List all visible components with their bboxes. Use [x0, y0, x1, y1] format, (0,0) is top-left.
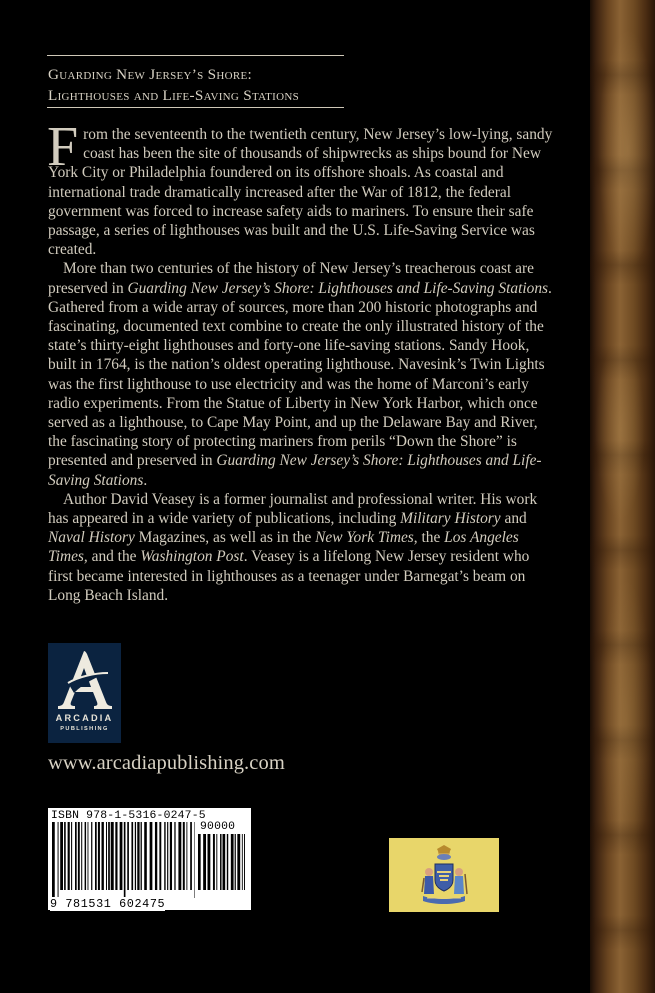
barcode-bar	[190, 822, 192, 890]
text-span: Magazines, as well as in the	[134, 529, 316, 547]
barcode-bar	[155, 822, 157, 890]
barcode-bar	[131, 822, 133, 890]
barcode-bar	[108, 822, 110, 890]
title-line-2: Lighthouses and Life-Saving Stations	[48, 87, 300, 104]
publication-italic: Military History	[400, 510, 501, 528]
barcode-bar	[64, 822, 66, 890]
arcadia-logo	[48, 643, 121, 743]
barcode-bar	[231, 834, 234, 890]
barcode-bar	[203, 834, 206, 890]
publisher-name: ARCADIA	[55, 713, 114, 723]
publication-italic: Los Angeles Times	[48, 529, 519, 566]
barcode-bar	[75, 822, 77, 890]
text-span: , and the	[83, 548, 141, 566]
barcode-bar	[216, 834, 217, 890]
barcode-bar	[81, 822, 82, 890]
barcode-bar	[208, 834, 211, 890]
barcode-bar	[135, 822, 136, 890]
barcode-bar	[170, 822, 172, 890]
barcode-bar	[71, 822, 72, 890]
barcode-bar	[213, 834, 215, 890]
paragraph-intro-text: rom the seventeenth to the twentieth century, New Jersey’s low-lying, sandy coast has been the site of thousands of shipwrecks as ships bound for New York City or Philadelphia foundered on its offshore shoals. As coastal and international trade dramatically increased after the War of 1812, the federal government was forced to increase safety aids to mariners. To ensure their safe passage, a series of lighthouses was built and the U.S. Life-Saving Service was created.	[48, 126, 553, 259]
barcode-bar	[150, 822, 153, 890]
arcadia-a-icon	[54, 647, 115, 711]
barcode-bar	[174, 822, 175, 890]
barcode-bar	[60, 822, 63, 890]
barcode-bar	[227, 834, 228, 890]
barcode-bar	[141, 822, 142, 890]
new-jersey-flag	[389, 838, 499, 912]
barcode-bar	[88, 822, 89, 890]
barcode-bar	[115, 822, 117, 890]
title-rule-top	[47, 55, 344, 56]
title-rule-bottom	[47, 107, 344, 108]
paragraph-author	[48, 490, 553, 605]
barcode-bar	[186, 822, 187, 890]
barcode-addon-bars	[198, 834, 245, 898]
text-span: and	[500, 510, 527, 528]
book-title-italic: Guarding New Jersey’s Shore: Lighthouses and Life-Saving Stations	[48, 452, 542, 489]
description-text	[47, 116, 553, 605]
paragraph-history	[48, 259, 553, 489]
barcode-bar	[198, 834, 201, 890]
barcode-bar	[106, 822, 107, 890]
text-span: . Gathered from a wide array of sources, more than 200 historic photographs and fascinating, documented text combine to create the only illustrated history of the state’s thirty-eight lighthouses and forty-one life-saving stations. Sandy Hook, built in 1764, is the nation’s oldest operating lighthouse. Navesink’s Twin Lights was the first lighthouse to use electricity and was the home of Marconi’s early radio experiments. From the Statue of Liberty in New York Harbor, which once served as a lighthouse, to Cape May Point, and up the Delaware Bay and River, the fascinating story of protecting mariners from perils “Down the Shore” is presented and preserved in	[48, 279, 552, 470]
barcode-bar	[124, 822, 126, 898]
publisher-website[interactable]: www.arcadiapublishing.com	[48, 752, 285, 774]
publication-italic: Naval History	[48, 529, 135, 547]
barcode-bar	[78, 822, 80, 890]
isbn-label: ISBN 978-1-5316-0247-5	[51, 810, 206, 822]
barcode-bar	[137, 822, 139, 890]
barcode-bar	[235, 834, 236, 890]
text-span: More than two centuries of the history of New Jersey’s treacherous coast are preserved in	[48, 260, 534, 297]
barcode-bar	[244, 834, 245, 890]
paragraph-intro	[47, 116, 553, 259]
barcode-bar	[144, 822, 147, 890]
publisher-subtitle: PUBLISHING	[60, 726, 109, 732]
publication-italic: Washington Post	[140, 548, 244, 566]
barcode-bar	[127, 822, 129, 890]
text-span: Author David Veasey is a former journalist and professional writer. His work has appeared in a wide variety of publications, including	[48, 490, 538, 528]
isbn-barcode	[48, 808, 251, 910]
text-span: .	[143, 471, 148, 489]
barcode-bar	[167, 822, 168, 890]
barcode-bar	[194, 822, 195, 898]
book-title-italic: Guarding New Jersey’s Shore: Lighthouses and Life-Saving Stations	[127, 279, 549, 297]
barcode-bar	[242, 834, 243, 890]
barcode-bar	[159, 822, 161, 890]
price-code: 90000	[200, 821, 236, 833]
book-title	[48, 64, 348, 106]
barcode-bar	[178, 822, 181, 890]
title-line-1: Guarding New Jersey’s Shore:	[48, 66, 253, 83]
barcode-bars	[52, 822, 195, 898]
barcode-bar	[164, 822, 165, 890]
barcode-bar	[91, 822, 92, 890]
barcode-bar	[52, 822, 55, 898]
barcode-bar	[68, 822, 70, 890]
drop-cap: F	[47, 116, 79, 178]
barcode-bar	[58, 822, 59, 898]
barcode-bar	[220, 834, 221, 890]
barcode-bar	[98, 822, 100, 890]
barcode-bar	[111, 822, 114, 890]
barcode-bar	[85, 822, 86, 890]
barcode-digits: 9 781531 602475	[50, 897, 166, 911]
barcode-bar	[102, 822, 104, 890]
barcode-bar	[183, 822, 185, 890]
text-span: , the	[413, 529, 445, 547]
book-spine-edge	[590, 0, 655, 993]
publication-italic: New York Times	[315, 529, 414, 547]
barcode-bar	[223, 834, 226, 890]
text-span: . Veasey is a lifelong New Jersey resident who first became interested in lighthouses as a teenager under Barnegat’s beam on Long Beach Island.	[48, 548, 530, 604]
barcode-bar	[120, 822, 123, 890]
barcode-bar	[95, 822, 97, 890]
new-jersey-coat-of-arms-icon	[419, 844, 469, 906]
barcode-bar	[237, 834, 240, 890]
